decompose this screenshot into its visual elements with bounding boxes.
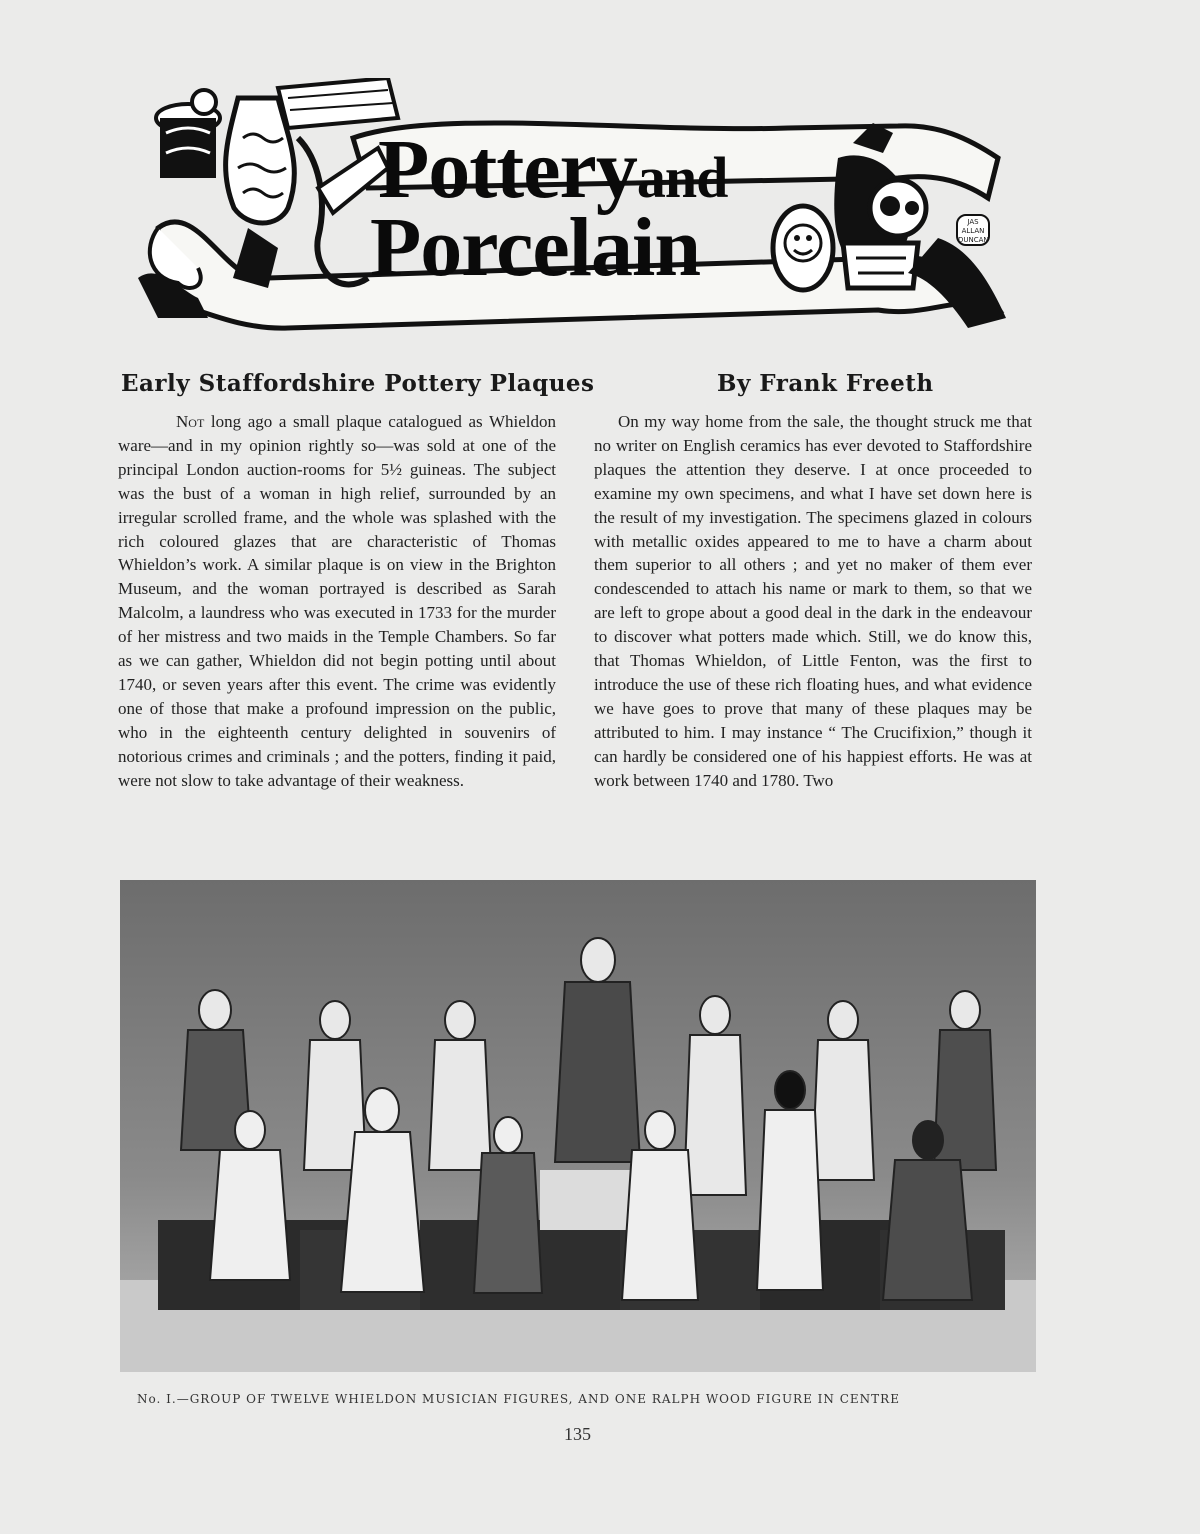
banner-title-pottery: Pottery [378,123,637,216]
left-column-text: long ago a small plaque catalogued as Whieldon ware—and in my opinion rightly so—was sold at one of the principal London auction-rooms for 5½ guineas. The subject was the bust of a woman in high relief, surrounded by an irregular scrolled frame, and the whole was splashed with the rich coloured glazes that are characteristic of Thomas Whieldon’s work. A similar plaque is on view in the Brighton Museum, and the woman portrayed is described as Sarah Malcolm, a laundress who was executed in 1733 for the murder of her mistress and two maids in the Temple Chambers. So far as we can gather, Whieldon did not begin potting until about 1740, or seven years after this event. The crime was evidently one of those that make a profound impression on the public, who in the eighteenth century delighted in souvenirs of notorious crimes and criminals ; and the potters, finding it paid, were not slow to take advantage of their weakness. [118,412,556,790]
figurines-photo-illustration [120,880,1036,1372]
dropcap-word: Not [176,412,205,431]
article-title: Early Staffordshire Pottery Plaques [121,370,595,397]
article-byline: By Frank Freeth [717,370,934,397]
photo-caption: No. I.—GROUP OF TWELVE WHIELDON MUSICIAN FIGURES, AND ONE RALPH WOOD FIGURE IN CENTRE [137,1392,900,1406]
banner-title-line1 [378,123,728,216]
banner-title-line2: Porcelain [370,201,701,294]
article-column-right: On my way home from the sale, the thought struck me that no writer on English ceramics has ever devoted to Staffordshire plaques the attention they deserve. I at once proceeded to examine my own specimens, and what I have set down here is the result of my investigation. The specimens glazed in colours with metallic oxides appeared to me to have a charm about them superior to all others ; and yet no maker of them ever condescended to attach his name or mark to them, so that we are left to grope about a good deal in the dark in the endeavour to discover what potters made which. Still, we do know this, that Thomas Whieldon, of Little Fenton, was the first to introduce the use of these rich floating hues, and what evidence we have goes to prove that many of these plaques may be attributed to him. I may instance “ The Crucifixion,” though it can hardly be considered one of his happiest efforts. He was at work between 1740 and 1780. Two [594,412,1032,790]
page-number: 135 [564,1424,591,1444]
figurines-photograph [120,880,1036,1372]
banner-title-and: and [636,145,728,210]
artist-signature: JAS ALLAN DUNCAN [956,214,990,246]
article-column-left [118,410,556,793]
